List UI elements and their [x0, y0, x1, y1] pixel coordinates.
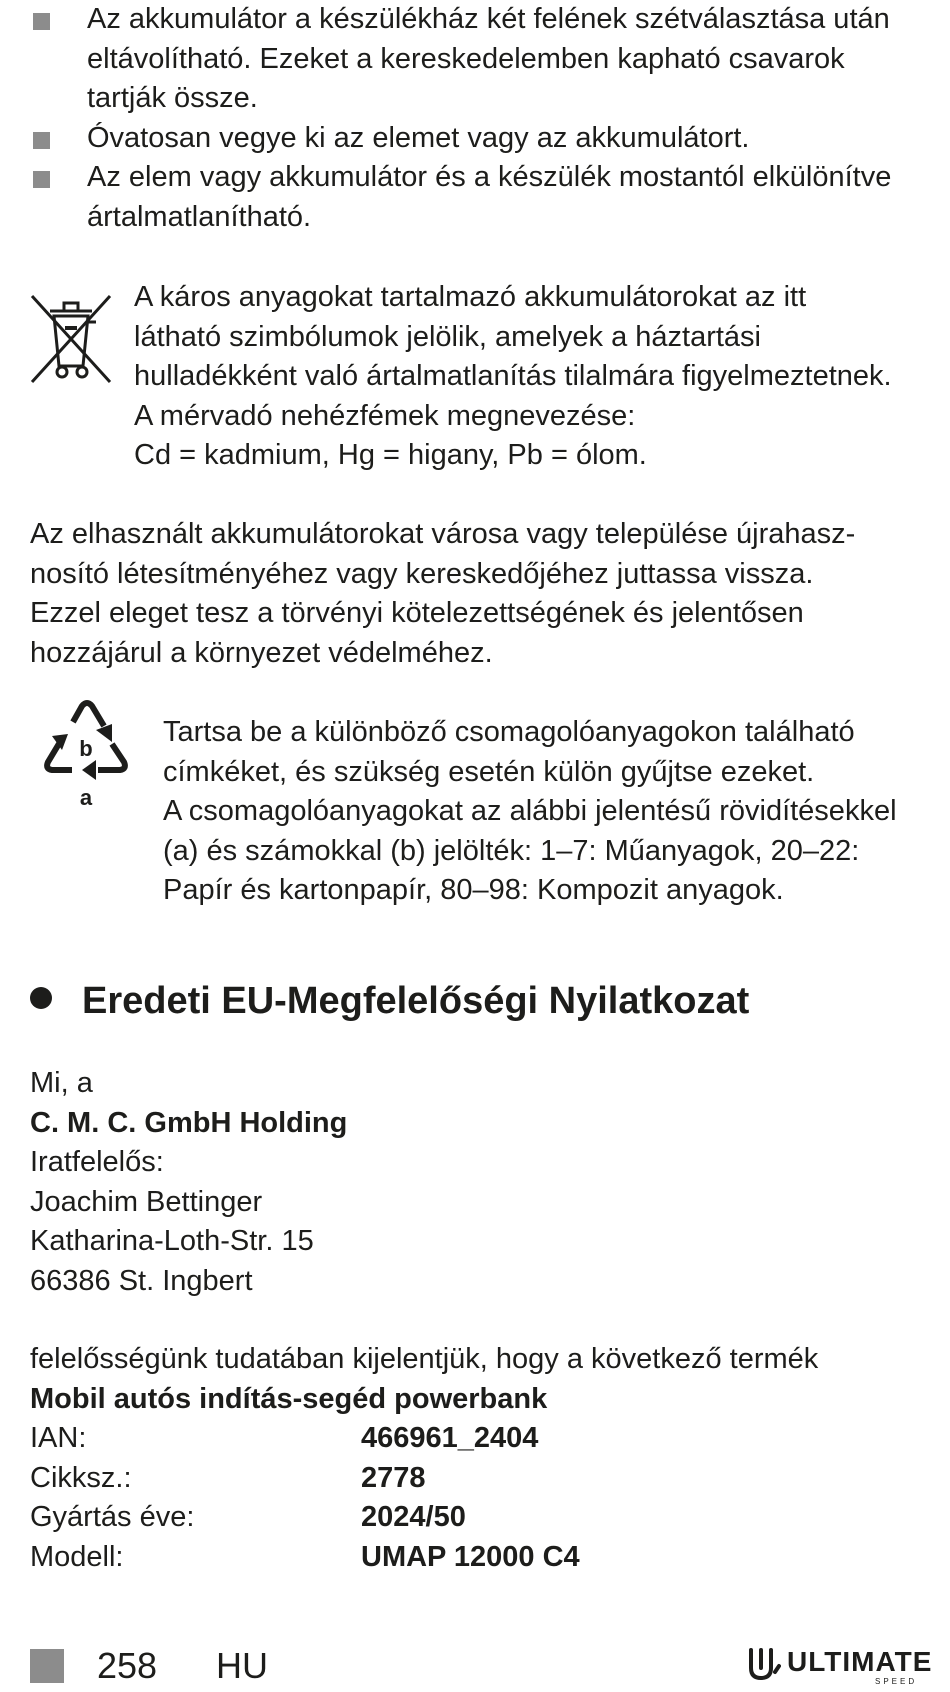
text-line: látható szimbólumok jelölik, amelyek a háztartási: [134, 320, 761, 353]
street-address: Katharina-Loth-Str. 15: [30, 1225, 314, 1257]
table-row: [30, 1419, 910, 1459]
text-line: Cd = kadmium, Hg = higany, Pb = ólom.: [134, 439, 647, 471]
text-line: címkéket, és szükség esetén külön gyűjtse ezeket.: [163, 755, 815, 788]
table-row: [30, 1498, 910, 1538]
square-bullet-icon: [33, 13, 50, 30]
text-line: hulladékként való ártalmatlanítás tilalmára figyelmeztetnek.: [134, 360, 892, 392]
product-name: Mobil autós indítás-segéd powerbank: [30, 1382, 548, 1415]
responsible-name: Joachim Bettinger: [30, 1185, 263, 1218]
list-item-text: Az elem vagy akkumulátor és a készülék mostantól elkülönítve ártalmatlanítható.: [87, 161, 892, 233]
text-line: nosító létesítményéhez vagy kereskedőjéhez juttassa vissza.: [30, 557, 814, 590]
detail-label: Modell:: [30, 1540, 124, 1573]
list-item: [30, 0, 930, 119]
list-item-text: Az akkumulátor a készülékház két felének szétválasztása után eltávolítható. Ezeket a kereskedelemben kapható csavarok tartják össze.: [87, 3, 890, 114]
text-line: Papír és kartonpapír, 80–98: Kompozit anyagok.: [163, 874, 784, 906]
list-item: [30, 119, 930, 159]
section-heading-text: Eredeti EU-Megfelelőségi Nyilatkozat: [82, 980, 750, 1022]
page-marker-icon: [30, 1649, 64, 1683]
page-number: 258: [97, 1645, 158, 1686]
detail-value: 2778: [361, 1461, 426, 1494]
list-item-text: Óvatosan vegye ki az elemet vagy az akkumulátort.: [87, 121, 750, 154]
round-bullet-icon: [30, 987, 52, 1009]
detail-value: 2024/50: [361, 1501, 466, 1533]
recycling-inner-letter: b: [79, 736, 93, 761]
city-address: 66386 St. Ingbert: [30, 1264, 253, 1297]
crossed-out-wheelie-bin-icon: [30, 294, 112, 384]
section-heading: [30, 976, 749, 1026]
responsible-label: Iratfelelős:: [30, 1146, 164, 1178]
intro-line: Mi, a: [30, 1067, 93, 1099]
table-row: [30, 1538, 910, 1578]
detail-value: UMAP 12000 C4: [361, 1540, 580, 1573]
text-line: Az elhasznált akkumulátorokat városa vagy települése újrahasz-: [30, 518, 856, 550]
statement-line: felelősségünk tudatában kijelentjük, hogy a következő termék: [30, 1343, 819, 1375]
recycling-below-letter: a: [79, 785, 93, 810]
detail-value: 466961_2404: [361, 1422, 539, 1454]
brand-logo: [745, 1646, 933, 1688]
declarant-block: [30, 1064, 910, 1301]
text-line: Ezzel eleget tesz a törvényi kötelezettségének és jelentősen: [30, 597, 804, 629]
detail-label: Gyártás éve:: [30, 1501, 195, 1533]
square-bullet-icon: [33, 132, 50, 149]
product-details-table: [30, 1419, 910, 1577]
text-line: (a) és számokkal (b) jelölték: 1–7: Műanyagok, 20–22:: [163, 834, 860, 867]
square-bullet-icon: [33, 171, 50, 188]
statement-block: [30, 1340, 930, 1419]
logo-wordmark: ULTIMATE: [787, 1646, 933, 1677]
text-line: hozzájárul a környezet védelméhez.: [30, 636, 493, 669]
battery-symbol-text: [134, 278, 934, 476]
bullet-list: [30, 0, 930, 237]
text-line: Tartsa be a különböző csomagolóanyagokon található: [163, 716, 855, 748]
recycling-triangle-icon: [38, 696, 136, 812]
text-line: A mérvadó nehézfémek megnevezése:: [134, 399, 636, 432]
table-row: [30, 1459, 910, 1499]
detail-label: IAN:: [30, 1422, 87, 1454]
logo-subtext: SPEED: [875, 1677, 918, 1686]
company-name: C. M. C. GmbH Holding: [30, 1106, 348, 1139]
recycling-text: [163, 713, 933, 911]
list-item: [30, 158, 930, 237]
text-line: A káros anyagokat tartalmazó akkumulátorokat az itt: [134, 281, 807, 313]
return-paragraph: [30, 515, 930, 673]
language-code: HU: [216, 1645, 268, 1686]
ultimate-speed-logo-icon: [745, 1646, 781, 1682]
detail-label: Cikksz.:: [30, 1461, 132, 1494]
text-line: A csomagolóanyagokat az alábbi jelentésű rövidítésekkel: [163, 795, 897, 827]
